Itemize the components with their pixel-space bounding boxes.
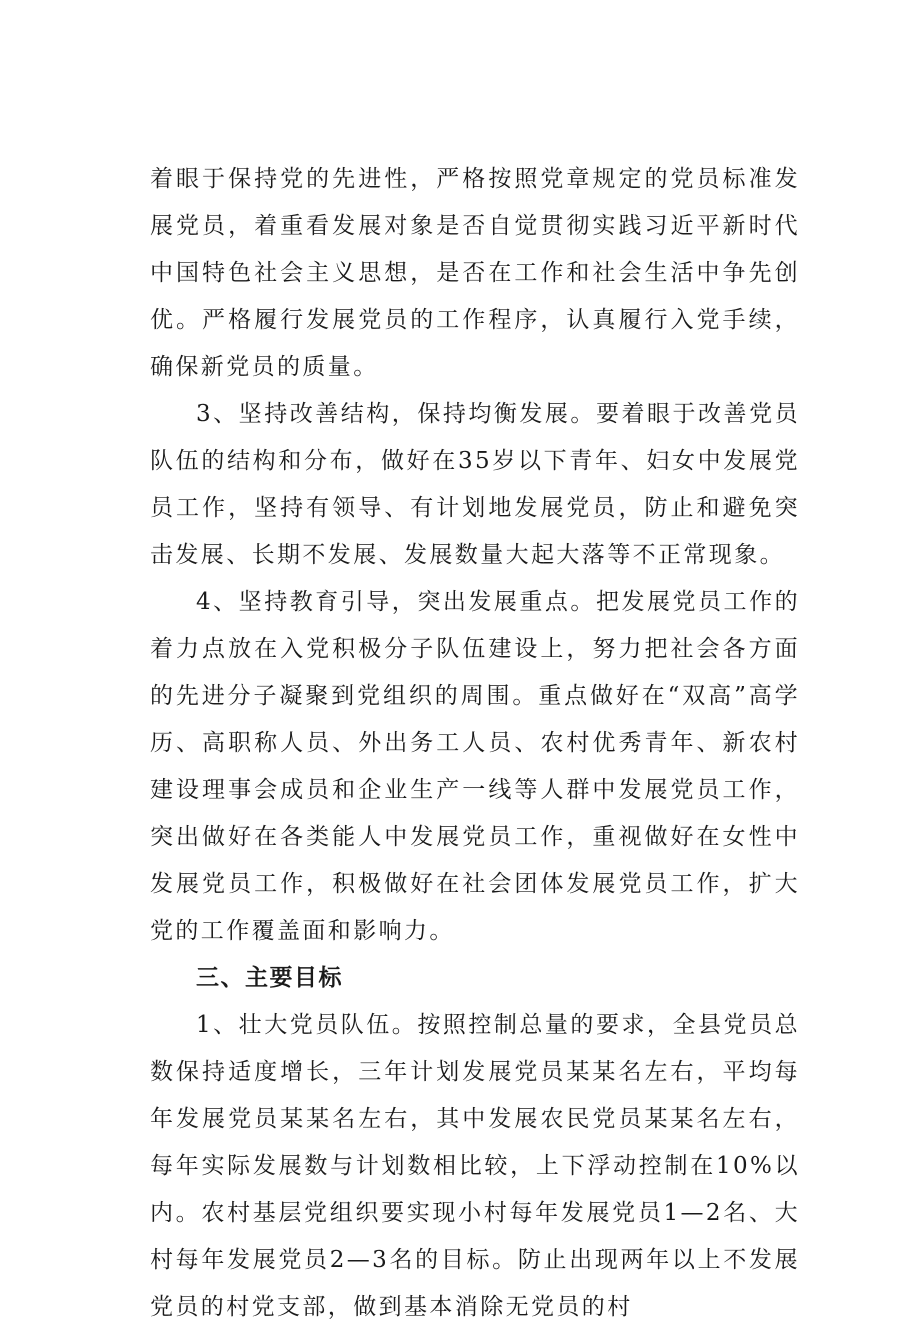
paragraph-goal-1: 1、壮大党员队伍。按照控制总量的要求，全县党员总数保持适度增长，三年计划发展党员某某名左右，平均每年发展党员某某名左右，其中发展农民党员某某名左右，每年实际发展数与计划数相比较，上下浮动控制在10%以内。农村基层党组织要实现小村每年发展党员1—2名、大村每年发展党员2—3名的目标。防止出现两年以上不发展党员的村党支部，做到基本消除无党员的村 — [150, 1012, 800, 1320]
section-heading: 三、主要目标 — [196, 965, 343, 991]
paragraph-item-3: 3、坚持改善结构，保持均衡发展。要着眼于改善党员队伍的结构和分布，做好在35岁以下青年、妇女中发展党员工作，坚持有领导、有计划地发展党员，防止和避免突击发展、长期不发展、发展数量大起大落等不正常现象。 — [150, 401, 800, 568]
paragraph-continuation: 着眼于保持党的先进性，严格按照党章规定的党员标准发展党员，着重看发展对象是否自觉贯彻实践习近平新时代中国特色社会主义思想，是否在工作和社会生活中争先创优。严格履行发展党员的工作程序，认真履行入党手续，确保新党员的质量。 — [150, 166, 800, 380]
document-body — [150, 156, 800, 1331]
paragraph-item-4: 4、坚持教育引导，突出发展重点。把发展党员工作的着力点放在入党积极分子队伍建设上，努力把社会各方面的先进分子凝聚到党组织的周围。重点做好在“双高”高学历、高职称人员、外出务工人员、农村优秀青年、新农村建设理事会成员和企业生产一线等人群中发展党员工作，突出做好在各类能人中发展党员工作，重视做好在女性中发展党员工作，积极做好在社会团体发展党员工作，扩大党的工作覆盖面和影响力。 — [150, 589, 800, 944]
